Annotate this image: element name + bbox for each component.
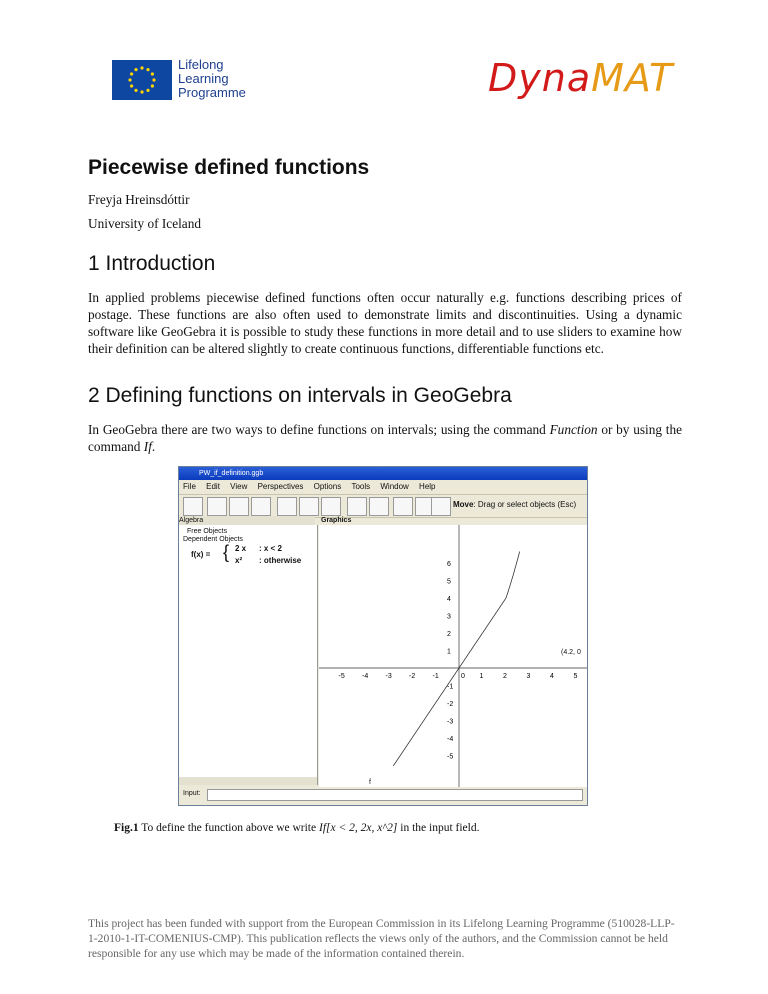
x-tick-label: 2 [503,673,507,680]
x-tick-label: 5 [573,673,578,680]
section-2-text-b: or by using the command [88,422,682,454]
y-tick-label: 3 [447,613,451,621]
figure-caption [114,822,479,834]
point-label: (4.2, 0 [561,649,581,656]
reflect-tool-button[interactable] [369,497,389,516]
author: Freyja Hreinsdóttir [88,192,190,207]
algebra-scrollbar[interactable] [179,777,317,785]
y-tick-label: 4 [447,596,451,603]
window-title: PW_if_definition.ggb [199,470,264,477]
x-tick-label: 4 [550,673,554,680]
eu-flag-icon [112,60,172,100]
function-label[interactable]: f(x) = [191,550,211,559]
programme-name [178,58,246,100]
tool-help [453,500,576,509]
input-field[interactable] [207,789,583,801]
algebra-view [179,525,318,785]
y-tick-label: 2 [447,631,451,638]
section-2-text-c: . [151,439,156,454]
tool-help-text: : Drag or select objects (Esc) [473,500,577,509]
conic-tool-button[interactable] [321,497,341,516]
case-2-cond: : otherwise [259,556,302,565]
menu-tools[interactable]: Tools [351,482,371,491]
x-tick-label: -4 [362,673,369,680]
tool-help-name: Move [453,500,474,509]
curve-label: f [369,779,371,786]
menu-bar [179,480,587,493]
perpendicular-tool-button[interactable] [251,497,271,516]
menu-perspectives[interactable]: Perspectives [257,482,304,491]
y-tick-label: 6 [447,561,451,568]
circle-tool-button[interactable] [299,497,319,516]
case-1-cond: : x < 2 [259,544,282,553]
brand-dyna: Dyna [488,56,592,100]
lifelong-learning-logo [112,58,252,104]
input-label: Input: [183,790,201,797]
function-curve[interactable] [393,552,519,767]
case-2-expr: x² [235,556,243,565]
menu-help[interactable]: Help [419,482,436,491]
command-if: If [143,439,152,454]
y-tick-label: -2 [447,701,454,708]
line-tool-button[interactable] [229,497,249,516]
algebra-label: Algebra [179,517,204,524]
y-tick-label: -3 [447,718,454,726]
x-tick-label: 1 [479,673,484,680]
section-2-heading: 2 Defining functions on intervals in GeoGebra [88,384,512,407]
y-tick-label: 1 [447,648,451,656]
angle-tool-button[interactable] [347,497,367,516]
section-1-text: In applied problems piecewise defined functions often occur naturally e.g. functions describing prices of postage. These functions are also often used to demonstrate limits and discontinuities. Using a dynamic software like GeoGebra it is possible to study these functions in more detail and to use sliders to examine how their definition can be altered slightly to create continuous functions, differentiable functions etc. [88,290,682,356]
funding-disclaimer: This project has been funded with support from the European Commission in its Lifelong Learning Programme (510028-LLP-1-2010-1-IT-COMENIUS-CMP). This publication reflects the views only of the authors, and the Commission cannot be held responsible for any use which may be made of the information contained therein. [88,917,675,960]
menu-window[interactable]: Window [380,482,409,491]
page-title: Piecewise defined functions [88,156,370,179]
input-bar [179,787,587,803]
programme-line-2: Learning [178,71,229,86]
x-tick-label: -5 [338,673,345,680]
y-tick-label: 5 [447,578,451,586]
section-1-heading: 1 Introduction [88,252,216,275]
geogebra-screenshot [178,466,588,806]
y-tick-label: -5 [447,753,454,761]
x-tick-label: -2 [409,673,416,680]
caption-text-b: in the input field. [397,822,480,834]
graphics-header [321,516,587,525]
polygon-tool-button[interactable] [277,497,297,516]
move-graphics-tool-button[interactable] [431,497,451,516]
menu-options[interactable]: Options [313,482,342,491]
point-tool-button[interactable] [207,497,227,516]
x-tick-label: 0 [461,673,465,680]
affiliation: University of Iceland [88,216,201,231]
figure-label: Fig.1 [114,822,139,834]
move-tool-button[interactable] [183,497,203,516]
section-2-text [88,421,682,455]
dependent-objects-node[interactable]: Dependent Objects [183,536,243,543]
brand-mat: MAT [591,56,674,100]
function-plot [319,525,587,787]
programme-line-3: Programme [178,85,246,100]
x-tick-label: -3 [385,673,392,680]
text-tool-button[interactable] [393,497,413,516]
command-function: Function [549,422,598,437]
programme-line-1: Lifelong [178,57,224,72]
x-tick-label: 3 [526,673,531,680]
dynamat-logo [488,56,673,100]
brace-icon: { [223,542,230,562]
free-objects-node[interactable]: Free Objects [187,528,228,535]
menu-view[interactable]: View [230,482,248,491]
caption-text-a: To define the function above we write [138,822,319,834]
graphics-view [319,525,587,787]
y-tick-label: -4 [447,736,454,743]
x-tick-label: -1 [432,673,439,680]
graphics-label: Graphics [321,517,352,524]
menu-edit[interactable]: Edit [206,482,220,491]
window-title-bar [179,467,587,480]
algebra-header [179,516,315,525]
menu-file[interactable]: File [183,482,196,491]
section-2-text-a: In GeoGebra there are two ways to define functions on intervals; using the command [88,422,550,437]
y-tick-label: -1 [447,683,454,691]
case-1-expr: 2 x [235,544,247,553]
caption-code: If[x < 2, 2x, x^2] [318,822,398,834]
